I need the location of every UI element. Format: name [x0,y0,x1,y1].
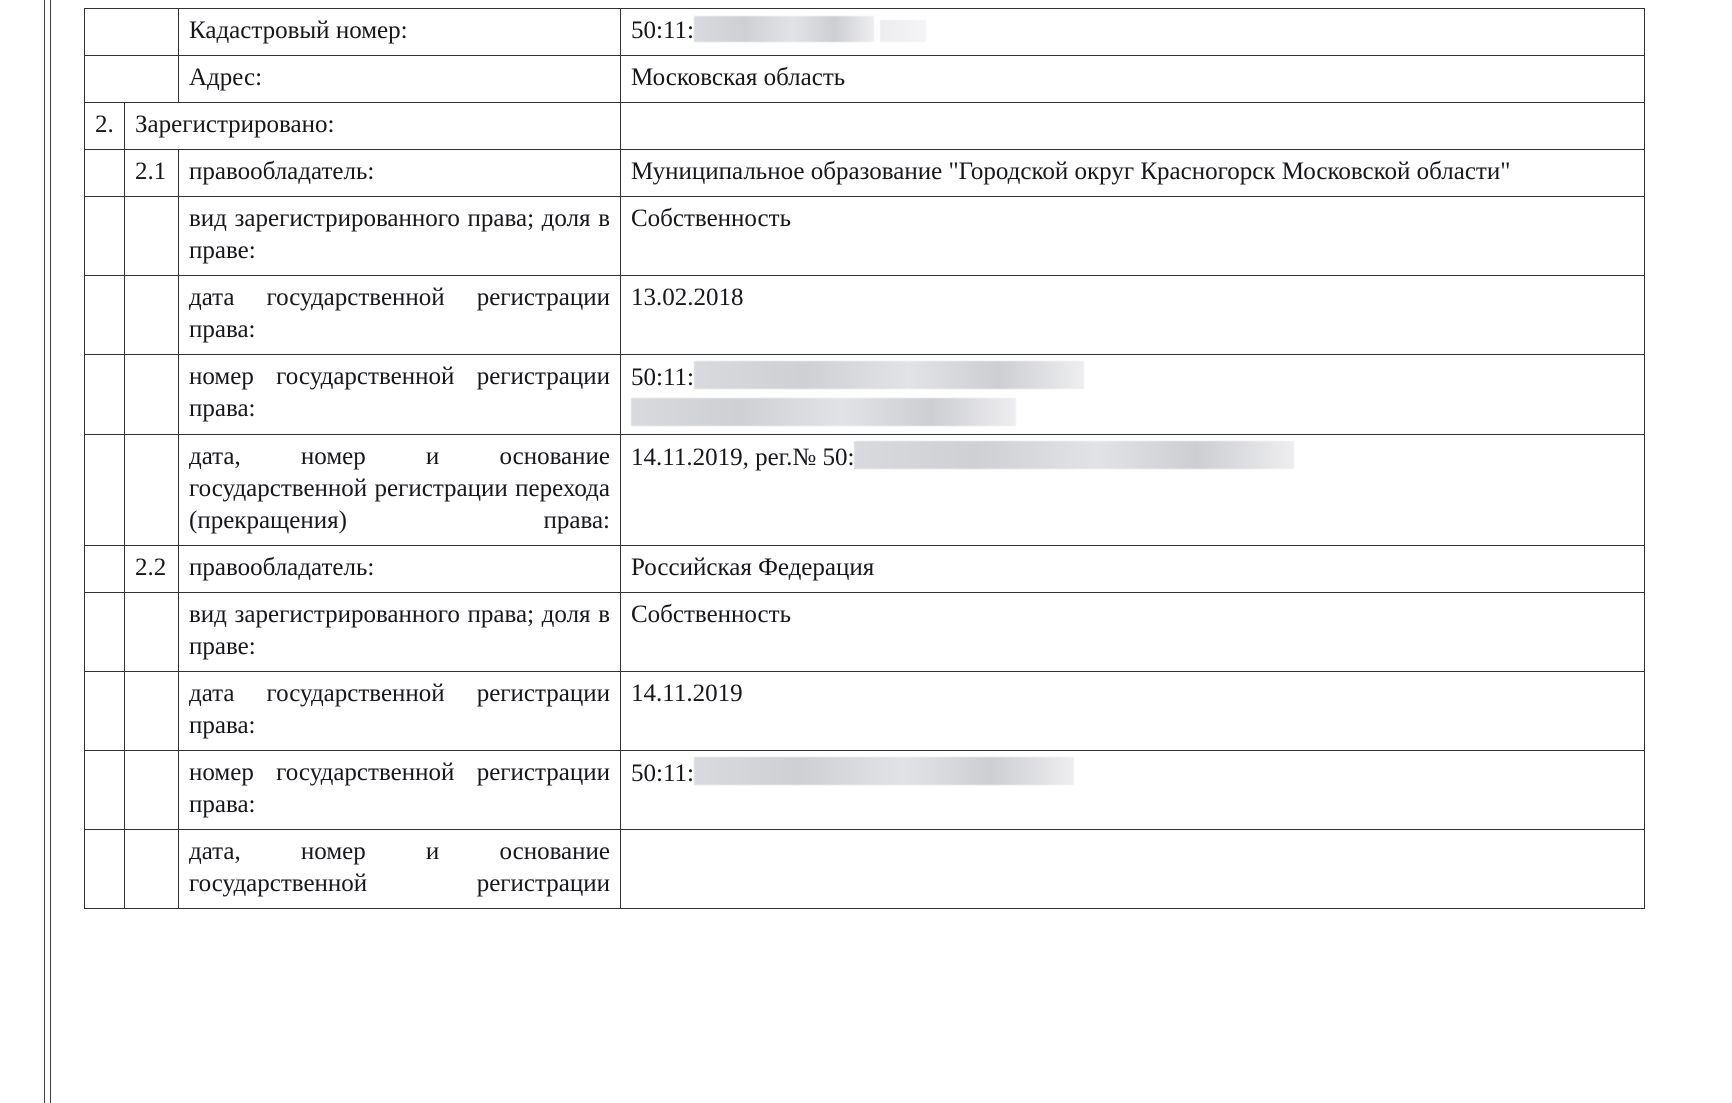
redacted-block [631,398,1016,426]
row-number [85,56,179,103]
row-value [621,830,1645,909]
row-value: Собственность [621,593,1645,672]
row-value: 14.11.2019 [621,672,1645,751]
row-value: 13.02.2018 [621,276,1645,355]
table-row [85,830,1645,909]
row-number [85,355,125,435]
row-subnumber [125,830,179,909]
row-value: Муниципальное образование "Городской округ Красногорск Московской области" [621,150,1645,197]
row-value-text: 14.11.2019, рег.№ 50: [631,444,855,471]
table-row [85,56,1645,103]
row-label: вид зарегистрированного права; доля в праве: [179,593,621,672]
table-row [85,276,1645,355]
section-label: Зарегистрировано: [125,103,621,150]
row-number [85,593,125,672]
table-row [85,593,1645,672]
row-label: номер государственной регистрации права: [179,751,621,830]
row-value [621,751,1645,830]
row-number [85,672,125,751]
row-number [85,197,125,276]
page-left-border-inner [50,0,51,1103]
redacted-block [694,16,874,42]
row-number [85,9,179,56]
row-value [621,9,1645,56]
row-number [85,276,125,355]
row-subnumber [125,276,179,355]
row-subnumber [125,672,179,751]
row-label: вид зарегистрированного права; доля в праве: [179,197,621,276]
row-value: Российская Федерация [621,546,1645,593]
row-subnumber [125,593,179,672]
row-label: правообладатель: [179,546,621,593]
row-subnumber: 2.1 [125,150,179,197]
row-subnumber [125,197,179,276]
redacted-block [854,441,1294,469]
row-number [85,435,125,546]
row-number [85,150,125,197]
row-subnumber: 2.2 [125,546,179,593]
row-subnumber [125,751,179,830]
registry-extract-table [84,8,1645,909]
row-value-text: 50:11: [631,760,694,787]
table-row [85,9,1645,56]
redacted-block [694,757,1074,785]
row-label: дата государственной регистрации права: [179,276,621,355]
row-label: правообладатель: [179,150,621,197]
table-row [85,751,1645,830]
table-row [85,546,1645,593]
row-label: Кадастровый номер: [179,9,621,56]
row-value [621,355,1645,435]
table-row [85,435,1645,546]
row-value: Московская область [621,56,1645,103]
table-row [85,103,1645,150]
table-row [85,355,1645,435]
section-number: 2. [85,103,125,150]
row-label: номер государственной регистрации права: [179,355,621,435]
table-row [85,197,1645,276]
row-value-text: 50:11: [631,17,694,44]
row-value: Собственность [621,197,1645,276]
row-number [85,830,125,909]
row-subnumber [125,355,179,435]
redacted-block [880,20,926,42]
row-number [85,546,125,593]
row-label: дата, номер и основание государственной регистрации [179,830,621,909]
table-row [85,150,1645,197]
table-row [85,672,1645,751]
row-label: дата, номер и основание государственной регистрации перехода (прекращения) права: [179,435,621,546]
row-label: Адрес: [179,56,621,103]
redacted-block [694,361,1084,389]
row-number [85,751,125,830]
row-value [621,103,1645,150]
row-value [621,435,1645,546]
row-label: дата государственной регистрации права: [179,672,621,751]
page-left-border [44,0,45,1103]
row-value-text: 50:11: [631,364,694,391]
row-subnumber [125,435,179,546]
